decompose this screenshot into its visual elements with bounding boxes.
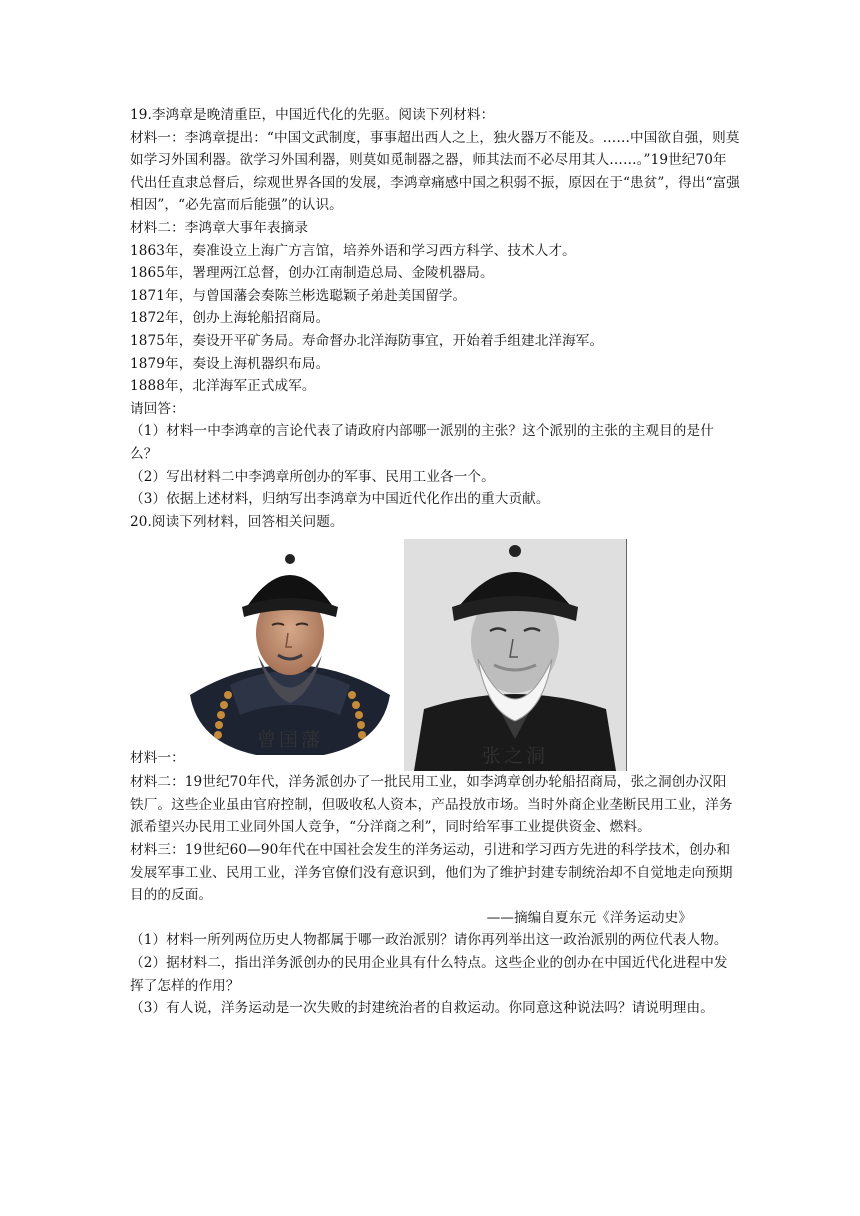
q19-question-2: （2）写出材料二中李鸿章所创办的军事、民用工业各一个。 bbox=[130, 468, 495, 485]
timeline-item: 1879年，奏设上海机器织布局。 bbox=[130, 355, 330, 372]
q20-material1-label: 材料一： bbox=[130, 749, 185, 766]
portrait-zhang-zhidong bbox=[404, 539, 627, 771]
q19-question-1: （1）材料一中李鸿章的言论代表了请政府内部哪一派别的主张？这个派别的主张的主观目的是什么？ bbox=[130, 423, 714, 462]
q19-title: 19.李鸿章是晚清重臣，中国近代化的先驱。阅读下列材料： bbox=[130, 107, 495, 123]
q20-question-2: （2）据材料二，指出洋务派创办的民用企业具有什么特点。这些企业的创办在中国近代化进程中发挥了怎样的作用？ bbox=[130, 955, 728, 994]
portrait-zeng-guofan-image bbox=[190, 545, 390, 755]
q20-material3: 材料三：19世纪60—90年代在中国社会发生的洋务运动，引进和学习西方先进的科学技术，创办和发展军事工业、民用工业，洋务官僚们没有意识到，他们为了维护封建专制统治却不自觉地走向预期目的的反面。 bbox=[130, 842, 733, 904]
portrait-zhang-zhidong-caption: 张之洞 bbox=[481, 744, 548, 767]
timeline-item: 1872年，创办上海轮船招商局。 bbox=[130, 310, 330, 327]
q19-answer-prompt: 请回答： bbox=[130, 400, 185, 417]
timeline-item: 1871年，与曾国藩会奏陈兰彬选聪颖子弟赴美国留学。 bbox=[130, 287, 467, 304]
q19-question-3: （3）依据上述材料，归纳写出李鸿章为中国近代化作出的重大贡献。 bbox=[130, 491, 550, 508]
q20-question-3: （3）有人说，洋务运动是一次失败的封建统治者的自救运动。你同意这种说法吗？请说明理由。 bbox=[130, 1000, 714, 1017]
q20-question-1: （1）材料一所列两位历史人物都属于哪一政治派别？请你再列举出这一政治派别的两位代表人物。 bbox=[130, 932, 728, 949]
timeline-item: 1888年，北洋海军正式成军。 bbox=[130, 378, 316, 395]
timeline-item: 1863年，奏准设立上海广方言馆，培养外语和学习西方科学、技术人才。 bbox=[130, 242, 576, 259]
document-content bbox=[130, 104, 740, 1020]
portrait-zeng-guofan-caption: 曾国藩 bbox=[256, 728, 323, 751]
timeline-item: 1875年，奏设开平矿务局。寿命督办北洋海防事宜，开始着手组建北洋海军。 bbox=[130, 332, 604, 349]
portrait-zeng-guofan bbox=[190, 545, 390, 755]
q20-title: 20.阅读下列材料，回答相关问题。 bbox=[130, 513, 344, 530]
q20-material2: 材料二：19世纪70年代，洋务派创办了一批民用工业，如李鸿章创办轮船招商局，张之洞创办汉阳铁厂。这些企业虽由官府控制，但吸收私人资本，产品投放市场。当时外商企业垄断民用工业，洋务派希望兴办民用工业同外国人竞争，“分洋商之利”，同时给军事工业提供资金、燃料。 bbox=[130, 774, 733, 836]
q19-material1: 材料一：李鸿章提出：“中国文武制度，事事超出西人之上，独火器万不能及。……中国欲自强，则莫如学习外国利器。欲学习外国利器，则莫如觅制器之器，师其法而不必尽用其人……。”19世纪70年代出任直隶总督后，综观世界各国的发展，李鸿章痛感中国之积弱不振，原因在于“患贫”，得出“富强相因”，“必先富而后能强”的认识。 bbox=[130, 129, 740, 214]
timeline-item: 1865年，署理两江总督，创办江南制造总局、金陵机器局。 bbox=[130, 265, 494, 282]
portrait-figure bbox=[130, 539, 740, 771]
q20-source: ——摘编自夏东元《洋务运动史》 bbox=[486, 909, 692, 926]
portrait-zhang-zhidong-image bbox=[404, 539, 626, 771]
q19-material2-title: 材料二：李鸿章大事年表摘录 bbox=[130, 219, 309, 236]
